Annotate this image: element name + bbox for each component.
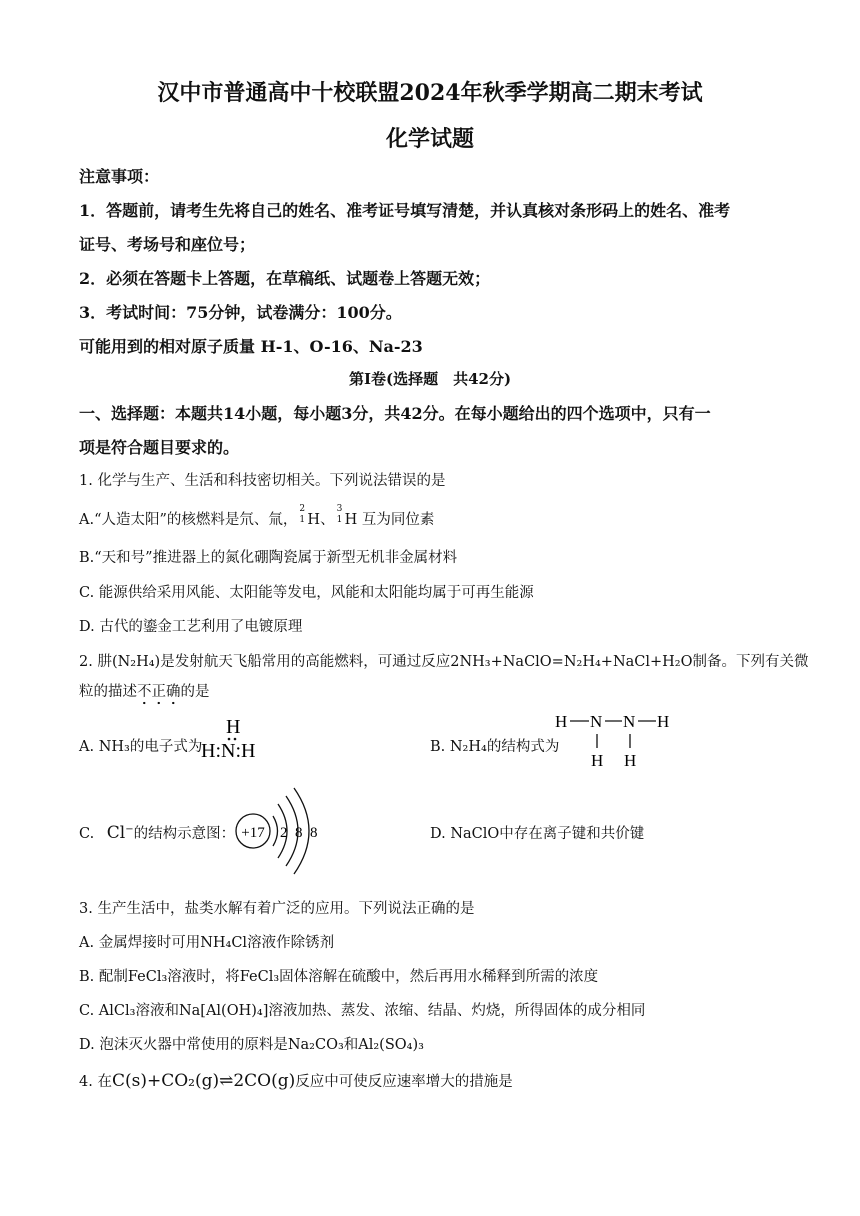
q2-stem-suffix: 的是 xyxy=(180,684,210,700)
notice-item-3: 3．考试时间：75分钟，试卷满分：100分。 xyxy=(79,303,402,322)
q2-option-b-label: B. N₂H₄的结构式为 xyxy=(430,739,560,755)
q1-isotope-1-mass: 2 xyxy=(299,504,306,514)
lonepair-dot-1 xyxy=(228,738,231,741)
q4-prefix: 4. 在 xyxy=(79,1074,112,1090)
struct-h-below-1: H xyxy=(591,751,604,770)
section-title: 第Ⅰ卷(选择题 共42分) xyxy=(348,370,512,388)
exam-subtitle: 化学试题 xyxy=(385,126,474,152)
q1-isotope-1-numbers xyxy=(297,504,307,525)
q4-stem xyxy=(79,1070,513,1091)
q4-equation: C(s)+CO₂(g)⇌2CO(g) xyxy=(111,1071,296,1091)
notice-heading: 注意事项： xyxy=(79,167,160,186)
atomic-mass-note: 可能用到的相对原子质量 H-1、O-16、Na-23 xyxy=(79,337,423,356)
struct-h-right: H xyxy=(657,712,670,731)
q2-option-c-text: 的结构示意图： xyxy=(133,826,236,842)
q3-option-a: A. 金属焊接时可用NH₄Cl溶液作除锈剂 xyxy=(79,935,335,951)
struct-h-below-2: H xyxy=(624,751,637,770)
q1-isotope-2-number: 1 xyxy=(336,515,343,525)
q1-isotope-1-symbol: H xyxy=(307,512,321,528)
q2-option-d: D. NaClO中存在离子键和共价键 xyxy=(430,826,645,842)
struct-n1: N xyxy=(590,712,603,731)
q2-option-c-label xyxy=(79,822,235,843)
chloride-charge: − xyxy=(125,824,134,836)
q2-option-c-letter: C. xyxy=(79,826,95,842)
q1-option-a xyxy=(79,504,435,529)
q1-isotope-2-mass: 3 xyxy=(336,504,343,514)
q2-stem-prefix: 粒的描述 xyxy=(79,684,137,700)
section-instruction-line-2: 项是符合题目要求的。 xyxy=(79,438,240,457)
struct-h-left: H xyxy=(555,712,568,731)
shell-arc-1 xyxy=(273,816,278,846)
q2-option-a-label: A. NH₃的电子式为 xyxy=(79,739,203,755)
q2-stem-line-1: 2. 肼(N₂H₄)是发射航天飞船常用的高能燃料，可通过反应2NH₃+NaClO=N₂H₄+NaCl+H₂O制备。下列有关微 xyxy=(79,654,809,670)
lewis-top-h: H xyxy=(226,716,241,738)
notice-item-1-line-1: 1．答题前，请考生先将自己的姓名、准考证号填写清楚，并认真核对条形码上的姓名、准考 xyxy=(79,201,731,220)
q1-option-d: D. 古代的鎏金工艺利用了电镀原理 xyxy=(79,619,303,635)
q1-option-a-separator: 、 xyxy=(320,512,335,528)
q1-isotope-2-numbers xyxy=(335,504,345,525)
q3-stem: 3. 生产生活中，盐类水解有着广泛的应用。下列说法正确的是 xyxy=(79,901,475,917)
q4-suffix: 反应中可使反应速率增大的措施是 xyxy=(295,1074,513,1090)
lonepair-dot-2 xyxy=(234,738,237,741)
q1-option-b: B.“天和号”推进器上的氮化硼陶瓷属于新型无机非金属材料 xyxy=(79,550,458,566)
q1-isotope-2-symbol: H xyxy=(344,512,358,528)
q1-option-c: C. 能源供给采用风能、太阳能等发电，风能和太阳能均属于可再生能源 xyxy=(79,585,534,601)
q3-option-b: B. 配制FeCl₃溶液时，将FeCl₃固体溶解在硫酸中，然后再用水稀释到所需的浓度 xyxy=(79,969,599,985)
nucleus-charge: +17 xyxy=(241,825,265,841)
notice-item-2: 2．必须在答题卡上答题，在草稿纸、试题卷上答题无效； xyxy=(79,269,491,288)
q2-stem-line-2 xyxy=(79,680,210,701)
nh3-electron-formula xyxy=(198,715,270,765)
exam-title: 汉中市普通高中十校联盟2024年秋季学期高二期末考试 xyxy=(157,80,703,106)
section-instruction-line-1: 一、选择题：本题共14小题，每小题3分，共42分。在每小题给出的四个选项中，只有一 xyxy=(79,404,711,423)
shell-3-electrons: 8 xyxy=(310,825,318,841)
chloride-symbol: Cl xyxy=(106,823,126,843)
q1-option-a-suffix: 互为同位素 xyxy=(361,512,435,528)
q3-option-d: D. 泡沫灭火器中常使用的原料是Na₂CO₃和Al₂(SO₄)₃ xyxy=(79,1037,424,1053)
q1-stem: 1. 化学与生产、生活和科技密切相关。下列说法错误的是 xyxy=(79,473,446,489)
notice-item-1-line-2: 证号、考场号和座位号； xyxy=(79,235,256,254)
q2-emphasis: 不正确 xyxy=(137,684,181,700)
q3-option-c: C. AlCl₃溶液和Na[Al(OH)₄]溶液加热、蒸发、浓缩、结晶、灼烧，所得固体的成分相同 xyxy=(79,1003,646,1019)
shell-1-electrons: 2 xyxy=(280,825,288,841)
n2h4-structural-formula xyxy=(555,708,675,770)
struct-n2: N xyxy=(623,712,636,731)
q1-option-a-prefix: A.“人造太阳”的核燃料是氘、氚， xyxy=(79,512,298,528)
lewis-row: H:N:H xyxy=(201,740,256,762)
q1-isotope-1-number: 1 xyxy=(299,515,306,525)
shell-2-electrons: 8 xyxy=(295,825,303,841)
chloride-ion-structure-diagram xyxy=(228,782,338,880)
